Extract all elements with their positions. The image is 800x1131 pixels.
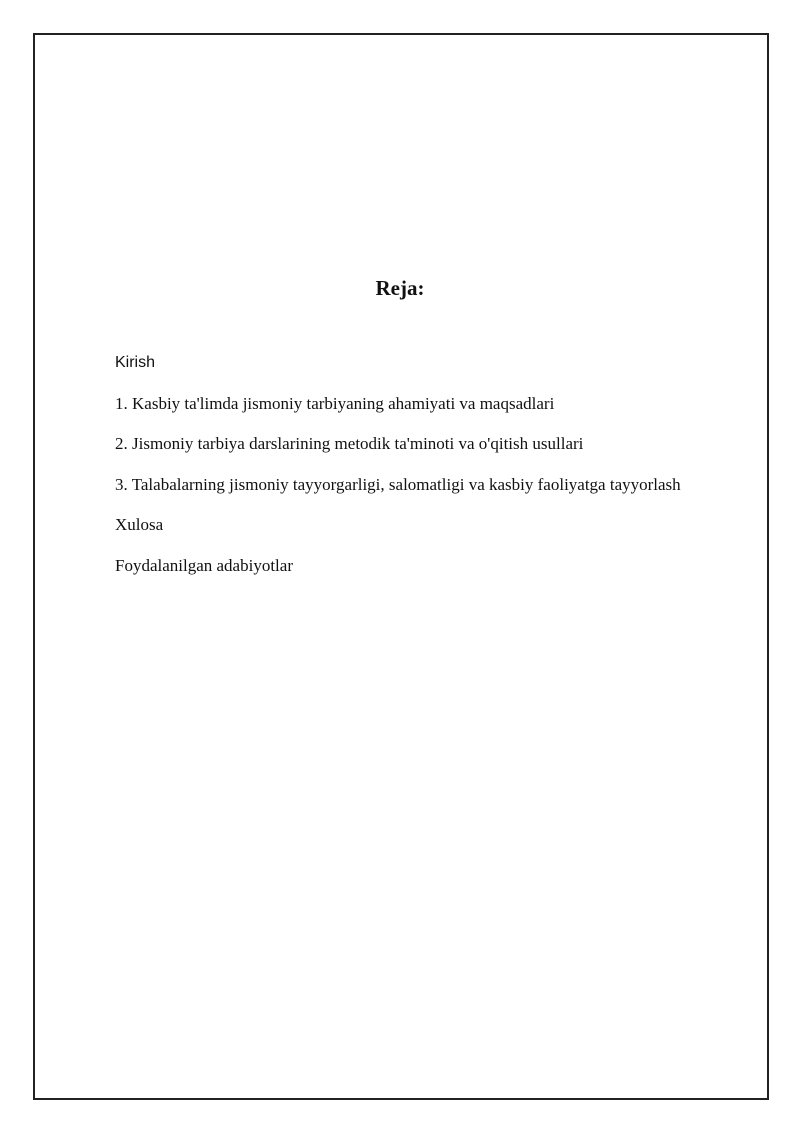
plan-list [115, 350, 681, 593]
plan-item-section-3: 3. Talabalarning jismoniy tayyorgarligi, salomatligi va kasbiy faoliyatga tayyorlash [115, 474, 681, 494]
plan-item-section-2: 2. Jismoniy tarbiya darslarining metodik ta'minoti va o'qitish usullari [115, 434, 584, 453]
plan-item-conclusion: Xulosa [115, 515, 164, 534]
page-title: Reja: [375, 276, 425, 300]
plan-item-section-1: 1. Kasbiy ta'limda jismoniy tarbiyaning ahamiyati va maqsadlari [115, 393, 555, 413]
plan-item-introduction: Kirish [115, 354, 156, 371]
plan-item-references: Foydalanilgan adabiyotlar [115, 555, 293, 575]
